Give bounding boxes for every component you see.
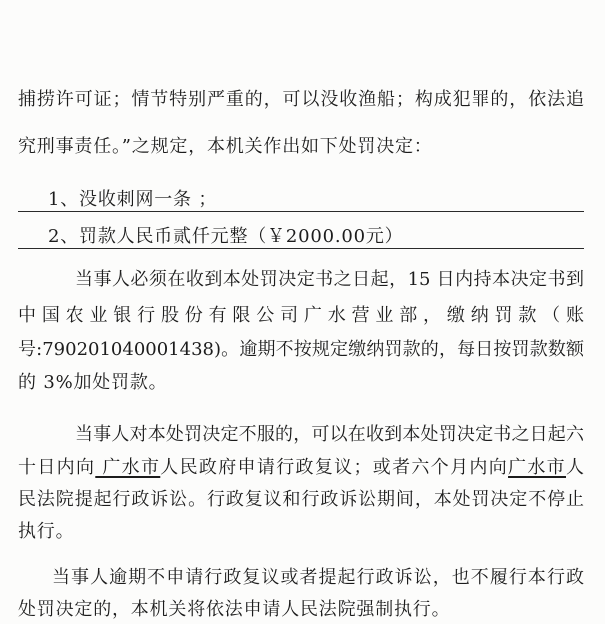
underlined-place-name: 广水市	[95, 457, 161, 478]
paragraph-line	[18, 456, 584, 480]
paragraph-line: 当事人必须在收到本处罚决定书之日起，15 日内持本决定书到	[75, 269, 584, 290]
paragraph-line: 号:790201040001438)。逾期不按规定缴纳罚款的，每日按罚款数额	[18, 339, 584, 360]
paragraph-line: 中国农业银行股份有限公司广水营业部，缴纳罚款（账	[18, 305, 584, 326]
penalty-item	[18, 226, 584, 249]
paragraph-line: 当事人逾期不申请行政复议或者提起行政诉讼，也不履行本行政	[52, 567, 584, 588]
underlined-place-name: 广水市	[508, 457, 566, 478]
paragraph-line: 执行。	[18, 521, 75, 542]
intro-line: 捕捞许可证；情节特别严重的，可以没收渔船；构成犯罪的，依法追	[18, 89, 584, 110]
intro-line: 究刑事责任。”之规定，本机关作出如下处罚决定：	[18, 136, 433, 157]
text-segment: 人	[566, 457, 584, 478]
paragraph-line: 民法院提起行政诉讼。行政复议和行政诉讼期间，本处罚决定不停止	[18, 489, 584, 510]
paragraph-line: 当事人对本处罚决定不服的，可以在收到本处罚决定书之日起六	[75, 424, 584, 445]
paragraph-line: 处罚决定的，本机关将依法申请人民法院强制执行。	[18, 599, 451, 620]
penalty-item	[18, 189, 584, 212]
paragraph-line: 的 3%加处罚款。	[18, 372, 168, 393]
text-segment: 人民政府申请行政复议；或者六个月内向	[160, 457, 509, 478]
penalty-text: 2、罚款人民币贰仟元整（￥2000.00元）	[48, 226, 404, 247]
penalty-text: 1、没收刺网一条 ；	[48, 189, 218, 210]
text-segment: 十日内向	[18, 457, 96, 478]
